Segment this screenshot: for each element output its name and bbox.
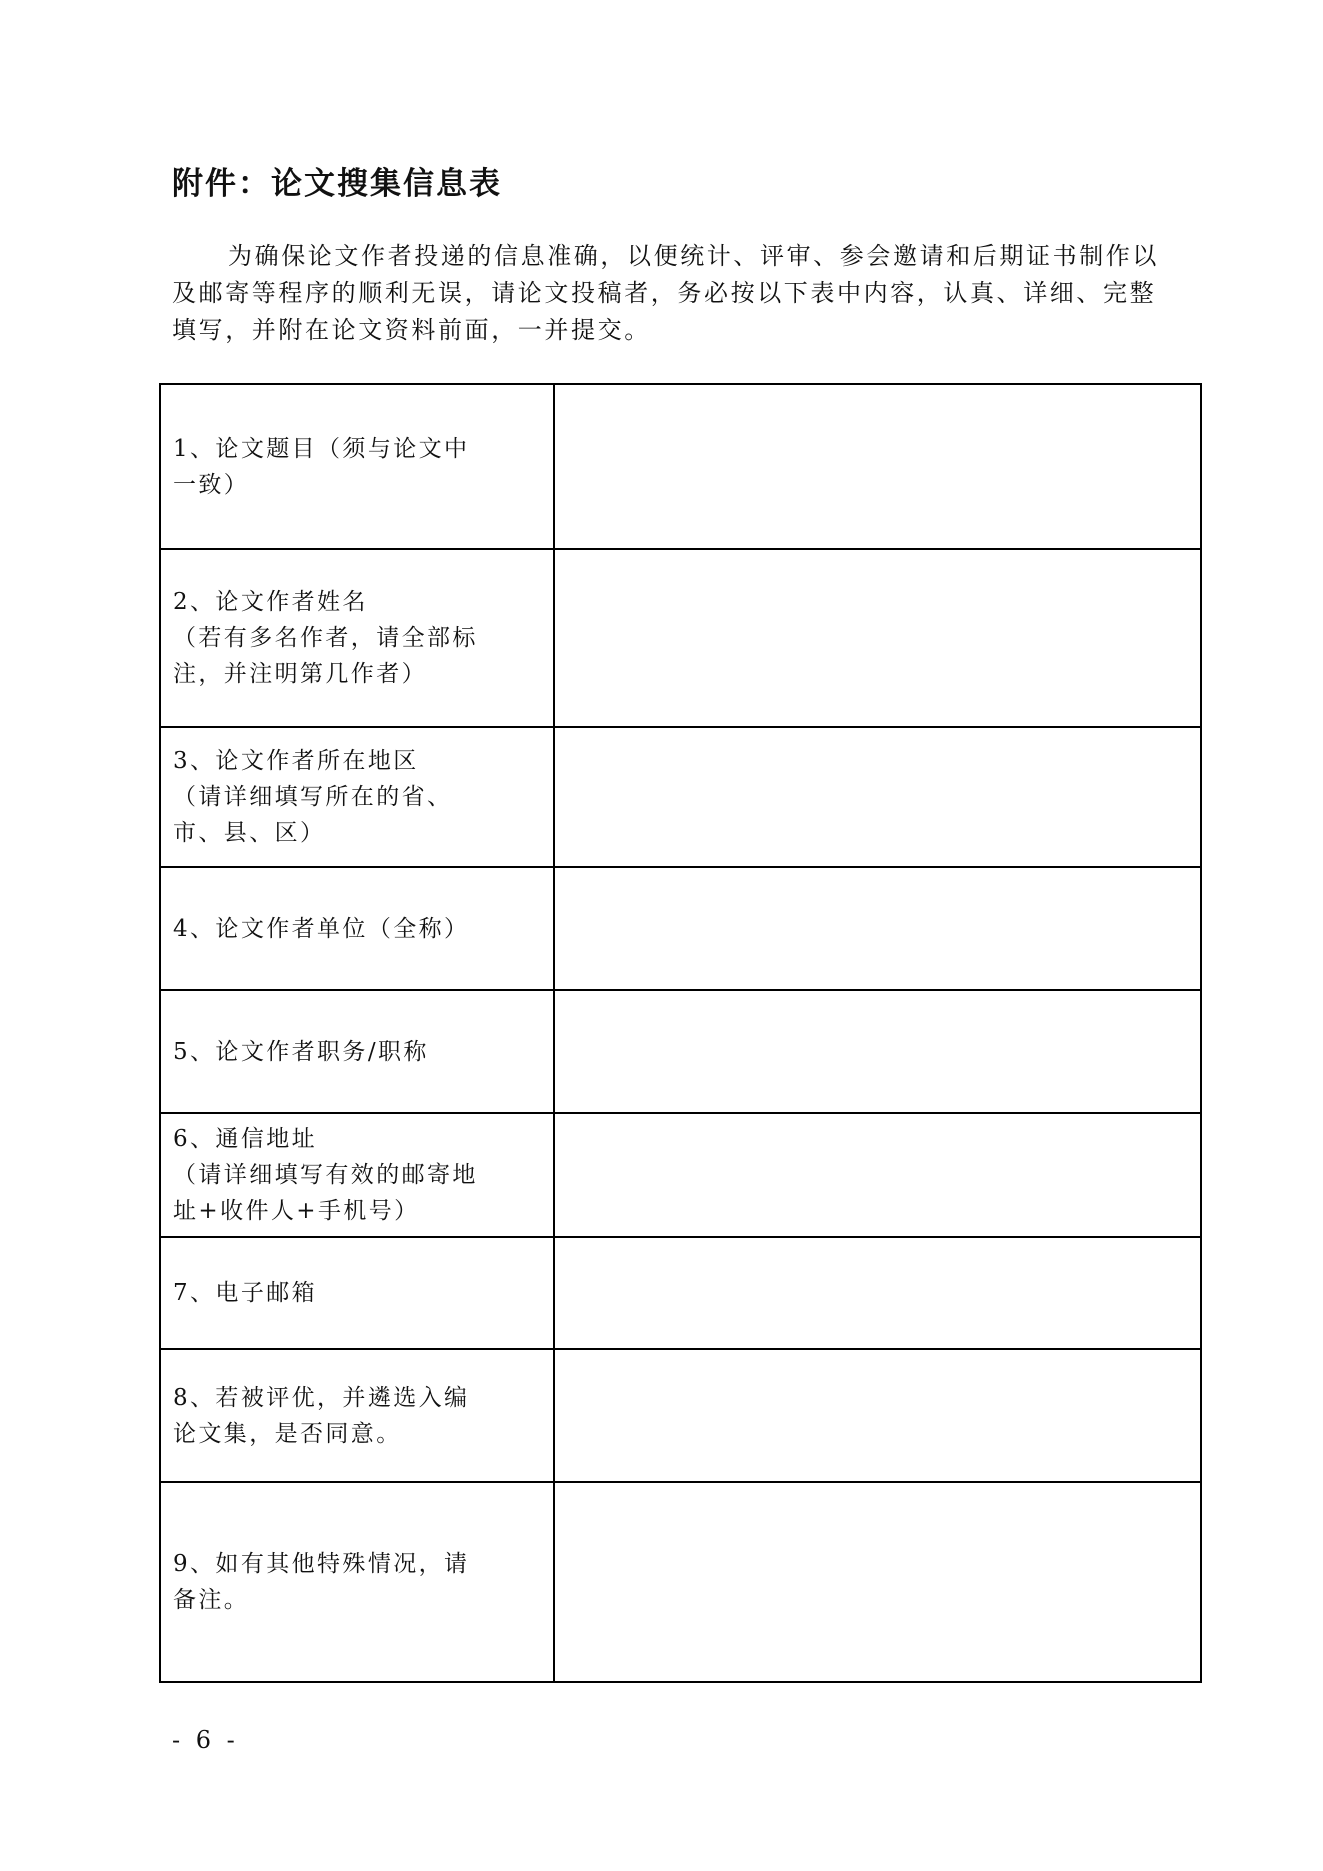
field-label: 3、论文作者所在地区 （请详细填写所在的省、 市、县、区） [173, 748, 453, 846]
table-row [160, 384, 1201, 549]
field-label-cell [160, 727, 554, 867]
field-label: 9、如有其他特殊情况，请 备注。 [173, 1551, 470, 1613]
intro-paragraph: 为确保论文作者投递的信息准确，以便统计、评审、参会邀请和后期证书制作以及邮寄等程序的顺利无误，请论文投稿者，务必按以下表中内容，认真、详细、完整填写，并附在论文资料前面，一并提交。 [172, 242, 1159, 344]
table-row [160, 727, 1201, 867]
field-value-cell-consent[interactable] [554, 1349, 1201, 1482]
field-label-cell [160, 1349, 554, 1482]
table-row [160, 1349, 1201, 1482]
table-row [160, 549, 1201, 727]
field-label-cell [160, 867, 554, 990]
field-label: 8、若被评优，并遴选入编 论文集，是否同意。 [173, 1384, 470, 1447]
field-label: 7、电子邮箱 [173, 1280, 318, 1306]
field-value-cell-title[interactable] [554, 384, 1201, 549]
info-form-table [159, 383, 1202, 1683]
page-title: 附件：论文搜集信息表 [172, 166, 502, 202]
field-label-cell [160, 1237, 554, 1349]
field-label-cell [160, 990, 554, 1113]
table-row [160, 1237, 1201, 1349]
field-label: 6、通信地址 （请详细填写有效的邮寄地 址+收件人+手机号） [173, 1126, 478, 1224]
table-row [160, 867, 1201, 990]
field-label-cell [160, 1482, 554, 1682]
field-label: 5、论文作者职务/职称 [173, 1038, 429, 1065]
field-value-cell-organization[interactable] [554, 867, 1201, 990]
field-label: 2、论文作者姓名 （若有多名作者，请全部标 注，并注明第几作者） [173, 589, 478, 687]
field-value-cell-position[interactable] [554, 990, 1201, 1113]
field-value-cell-remarks[interactable] [554, 1482, 1201, 1682]
field-value-cell-email[interactable] [554, 1237, 1201, 1349]
table-row [160, 1113, 1201, 1237]
table-row [160, 990, 1201, 1113]
field-label-cell [160, 1113, 554, 1237]
field-value-cell-address[interactable] [554, 1113, 1201, 1237]
field-value-cell-region[interactable] [554, 727, 1201, 867]
page-number: - 6 - [172, 1726, 239, 1754]
table-row [160, 1482, 1201, 1682]
field-label-cell [160, 384, 554, 549]
field-label-cell [160, 549, 554, 727]
field-label: 4、论文作者单位（全称） [173, 915, 470, 942]
field-label: 1、论文题目（须与论文中 一致） [173, 435, 470, 498]
field-value-cell-author-name[interactable] [554, 549, 1201, 727]
